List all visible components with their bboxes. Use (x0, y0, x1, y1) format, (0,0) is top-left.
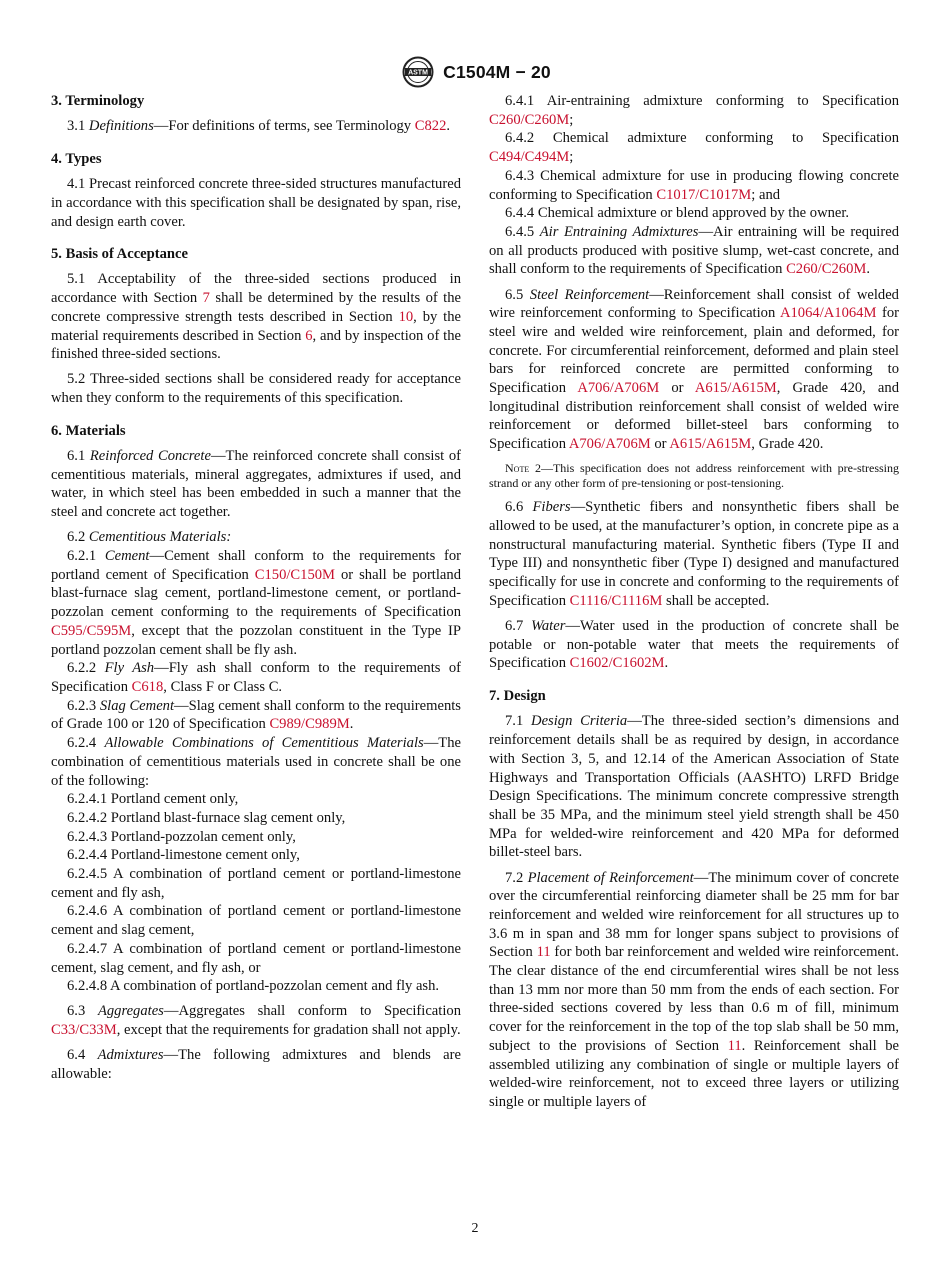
note-2: Note 2—This specification does not address reinforcement with pre-stressing strand or any other form of pre-tensioning or post-tensioning. (489, 460, 899, 491)
ref-section-10-link[interactable]: 10 (398, 308, 414, 325)
paragraph-7-2: 7.2 Placement of Reinforcement—The minimum cover of concrete over the circumferential reinforcing diameter shall be 25 mm for bar reinforcement and welded wire reinforcement for all structures up to 3.6 m in span and 38 mm for longer spans subject to provisions of Section 11 for both bar reinforcement and welded wire reinforcement. The clear distance of the end circumferential wires shall be not less than 13 mm nor more than 50 mm from the ends of each section. For three-sided sections covered by less than 0.6 m of fill, minimum cover for the reinforcement in the top of the top slab shall be 50 mm, subject to the provisions of Section 11. Reinforcement shall be assembled utilizing any combination of single or multiple layers of welded-wire reinforcement, not to exceed three layers or utilizing single or multiple layers of (489, 869, 900, 1110)
ref-c1116-link[interactable]: C1116/C1116M (569, 592, 663, 609)
paragraph-6-1: 6.1 Reinforced Concrete—The reinforced concrete shall consist of cementitious materials, mineral aggregates, admixtures if used, and water, in which steel has been embedded in such a manner that the steel and concrete act together. (51, 448, 461, 521)
section-5-heading: 5. Basis of Acceptance (51, 246, 189, 263)
ref-a615-link[interactable]: A615/A615M (669, 436, 752, 453)
paragraph-6-4-1: 6.4.1 Air-entraining admixture conforming to Specification C260/C260M; (489, 93, 899, 128)
ref-a615-link[interactable]: A615/A615M (694, 380, 777, 397)
ref-c822-link[interactable]: C822 (414, 118, 447, 135)
paragraph-6-7: 6.7 Water—Water used in the production of concrete shall be potable or non-potable water that meets the requirements of Specification C1602/C1602M. (489, 618, 899, 672)
ref-c33-link[interactable]: C33/C33M (51, 1022, 117, 1039)
paragraph-6-6: 6.6 Fibers—Synthetic fibers and nonsynthetic fibers shall be allowed to be used, at the manufacturer’s option, in concrete pipe as a nonstructural manufacturing material. Synthetic fibers (Type II and Type III) and nonsynthetic fiber (Type I) designed and manufactured specifically for use in concrete and conforming to the requirements of Specification C1116/C1116M shall be accepted. (489, 499, 899, 609)
paragraph-6-2-2: 6.2.2 Fly Ash—Fly ash shall conform to the requirements of Specification C618, Class F or Class C. (51, 660, 461, 695)
ref-section-11-link[interactable]: 11 (727, 1037, 742, 1054)
paragraph-6-2-4: 6.2.4 Allowable Combinations of Cementitious Materials—The combination of cementitious materials used in concrete shall be one of the following: (51, 735, 461, 789)
paragraph-6-2: 6.2 Cementitious Materials: (67, 529, 232, 546)
ref-c618-link[interactable]: C618 (131, 678, 164, 695)
paragraph-6-4-2: 6.4.2 Chemical admixture conforming to Specification C494/C494M; (489, 130, 899, 166)
ref-c1602-link[interactable]: C1602/C1602M (569, 655, 665, 672)
page-header (0, 56, 950, 88)
list-item: 6.2.4.1 Portland cement only, (67, 791, 239, 808)
left-column (51, 92, 461, 1084)
list-item: 6.2.4.3 Portland-pozzolan cement only, (67, 828, 296, 845)
ref-c989-link[interactable]: C989/C989M (269, 716, 350, 733)
paragraph-6-2-3: 6.2.3 Slag Cement—Slag cement shall conform to the requirements of Grade 100 or 120 of Specification C989/C989M. (51, 697, 461, 733)
ref-section-11-link[interactable]: 11 (536, 944, 551, 961)
ref-c595-link[interactable]: C595/C595M (51, 622, 132, 639)
ref-a706-link[interactable]: A706/A706M (577, 380, 660, 397)
ref-c150-link[interactable]: C150/C150M (254, 566, 336, 583)
ref-section-6-link[interactable]: 6 (305, 327, 313, 344)
paragraph-5-1: 5.1 Acceptability of the three-sided sections produced in accordance with Section 7 shall be determined by the results of the concrete compressive strength tests described in Section 10, by the material requirements described in Section 6, and by inspection of the finished three-sided sections. (51, 271, 462, 363)
list-item: 6.2.4.4 Portland-limestone cement only, (67, 847, 300, 864)
section-3-heading: 3. Terminology (51, 93, 145, 109)
right-column (489, 92, 899, 1112)
paragraph-6-4-5: 6.4.5 Air Entraining Admixtures—Air entraining will be required on all products produced with positive slump, wet-cast concrete, and shall conform to the requirements of Specification C260/C260M. (489, 223, 899, 278)
paragraph-6-4: 6.4 Admixtures—The following admixtures and blends are allowable: (51, 1047, 461, 1083)
section-4-heading: 4. Types (51, 150, 102, 167)
list-item: 6.2.4.7 A combination of portland cement or portland-limestone cement, slag cement, and fly ash, or (51, 940, 461, 976)
ref-section-7-link[interactable]: 7 (202, 290, 210, 307)
ref-c260-link[interactable]: C260/C260M (786, 261, 867, 278)
standard-designation: C1504M − 20 (443, 61, 551, 82)
paragraph-6-2-1: 6.2.1 Cement—Cement shall conform to the requirements for portland cement of Specification C150/C150M or shall be portland blast-furnace slag cement, portland-limestone cement, or portland-pozzolan cement conforming to the requirements of Specification C595/C595M, except that the pozzolan constituent in the Type IP portland pozzolan cement shall be fly ash. (51, 548, 461, 658)
paragraph-6-5: 6.5 Steel Reinforcement—Reinforcement shall consist of welded wire reinforcement conforming to Specification A1064/A1064M for steel wire and welded wire reinforcement, plain and deformed, for concrete. For circumferential reinforcement, deformed and plain steel bars for reinforced concrete are permitted conforming to Specification A706/A706M or A615/A615M, Grade 420, and longitudinal distribution reinforcement shall consist of welded wire reinforcement or deformed billet-steel bars conforming to Specification A706/A706M or A615/A615M, Grade 420. (489, 286, 900, 453)
page-number: 2 (471, 1221, 479, 1236)
paragraph-5-2: 5.2 Three-sided sections shall be considered ready for acceptance when they conform to the requirements of this specification. (51, 371, 461, 407)
list-item: 6.2.4.2 Portland blast-furnace slag cement only, (67, 809, 346, 826)
paragraph-6-4-3: 6.4.3 Chemical admixture for use in producing flowing concrete conforming to Specification C1017/C1017M; and (489, 167, 899, 203)
paragraph-4-1: 4.1 Precast reinforced concrete three-sided structures manufactured in accordance with this specification shall be designated by span, rise, and design earth cover. (51, 176, 461, 230)
ref-a1064-link[interactable]: A1064/A1064M (779, 305, 877, 322)
ref-c494-link[interactable]: C494/C494M (489, 149, 570, 166)
paragraph-3-1: 3.1 Definitions—For definitions of terms, see Terminology C822. (67, 118, 451, 135)
ref-c260-link[interactable]: C260/C260M (489, 111, 570, 128)
section-7-heading: 7. Design (489, 688, 546, 705)
ref-c1017-link[interactable]: C1017/C1017M (656, 186, 752, 203)
list-item: 6.2.4.5 A combination of portland cement or portland-limestone cement and fly ash, (51, 866, 461, 901)
svg-text:ASTM: ASTM (408, 69, 429, 77)
section-6-heading: 6. Materials (51, 422, 126, 439)
astm-logo-icon (399, 56, 437, 88)
paragraph-6-3: 6.3 Aggregates—Aggregates shall conform to Specification C33/C33M, except that the requirements for gradation shall not apply. (51, 1003, 461, 1039)
list-item: 6.2.4.6 A combination of portland cement or portland-limestone cement and slag cement, (51, 903, 461, 939)
paragraph-7-1: 7.1 Design Criteria—The three-sided section’s dimensions and reinforcement details shall be as required by design, in accordance with Section 3, 5, and 12.14 of the American Association of State Highways and Transportation Officials (AASHTO) LRFD Bridge Design Specifications. The minimum concrete compressive strength shall be 35 MPa, and the minimum steel yield strength shall be 450 MPa for welded-wire reinforcement and 420 MPa for deformed billet-steel bars. (489, 713, 899, 861)
ref-a706-link[interactable]: A706/A706M (568, 436, 651, 453)
paragraph-6-4-4: 6.4.4 Chemical admixture or blend approved by the owner. (505, 205, 850, 222)
list-item: 6.2.4.8 A combination of portland-pozzolan cement and fly ash. (67, 978, 440, 995)
